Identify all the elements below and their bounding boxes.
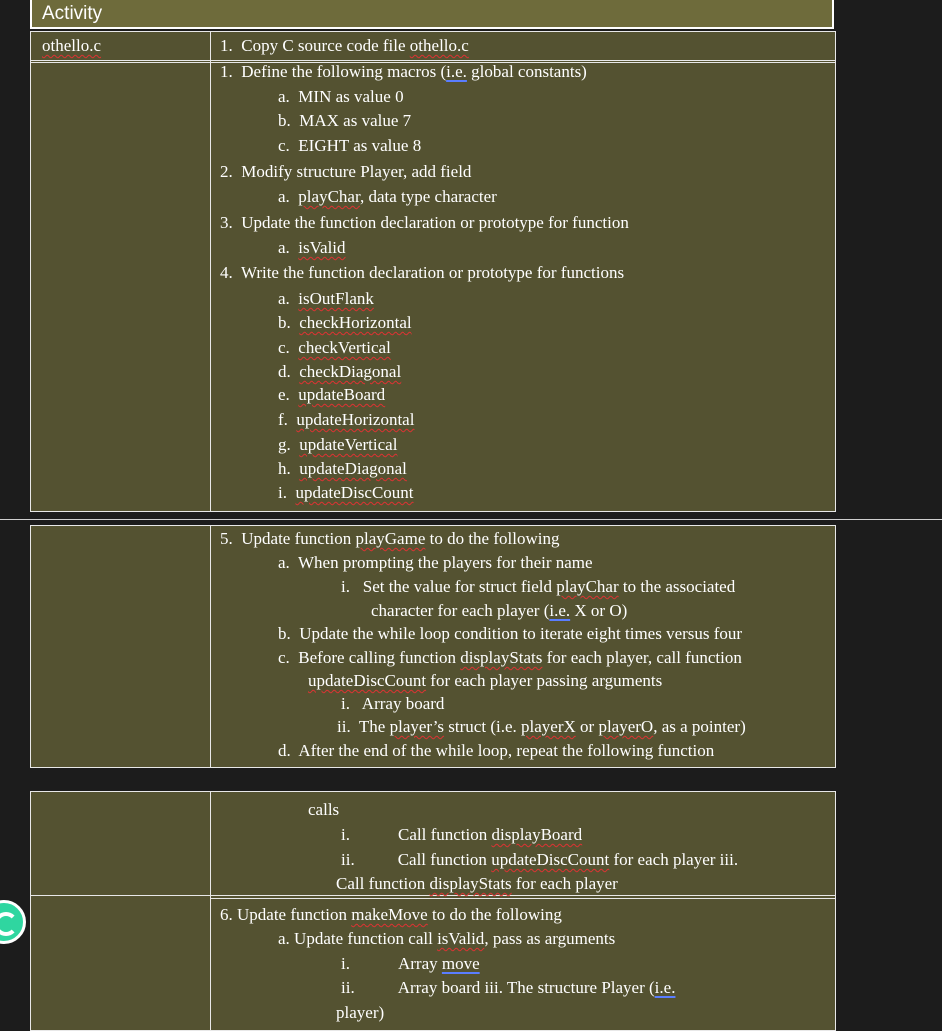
calls-label: calls (308, 800, 340, 819)
step-5b: b. Update the while loop condition to iterate eight times versus four (278, 624, 743, 643)
grammarly-icon[interactable] (0, 900, 26, 944)
list-item: 3. Update the function declaration or prototype for function (220, 213, 629, 232)
row-divider (210, 898, 835, 899)
activity-title: Activity (42, 3, 103, 24)
table-playgame (30, 525, 836, 768)
list-item: i. updateDiscCount (278, 483, 414, 502)
row-divider (31, 895, 835, 896)
list-item: f. updateHorizontal (278, 410, 415, 429)
file-label: othello.c (42, 36, 102, 55)
list-item: 1. Copy C source code file othello.c (220, 36, 469, 55)
list-item: b. checkHorizontal (278, 313, 412, 332)
arg-iii-cont: player) (336, 1003, 385, 1022)
arg-i: i. Array move (341, 954, 480, 973)
column-divider (210, 32, 211, 511)
call-iii: Call function displayStats for each player (336, 874, 618, 893)
step-5a: a. When prompting the players for their name (278, 553, 593, 572)
list-item: 2. Modify structure Player, add field (220, 162, 472, 181)
call-ii: ii. Call function updateDiscCount for each player iii. (341, 850, 739, 869)
step-5c-ii: ii. The player’s struct (i.e. playerX or playerO, as a pointer) (337, 717, 746, 736)
arg-ii: ii. Array board iii. The structure Player (i.e. (341, 978, 676, 997)
list-item: 4. Write the function declaration or prototype for functions (220, 263, 625, 282)
list-item: c. EIGHT as value 8 (278, 136, 422, 155)
list-item: e. updateBoard (278, 385, 386, 404)
list-item: a. isValid (278, 238, 346, 257)
step-5: 5. Update function playGame to do the following (220, 529, 560, 548)
step-5c: c. Before calling function displayStats for each player, call function (278, 648, 742, 667)
list-item: 1. Define the following macros (i.e. global constants) (220, 62, 587, 81)
column-divider (210, 526, 211, 767)
step-6: 6. Update function makeMove to do the following (220, 905, 562, 924)
step-6a: a. Update function call isValid, pass as arguments (278, 929, 616, 948)
list-item: a. isOutFlank (278, 289, 374, 308)
list-item: b. MAX as value 7 (278, 111, 412, 130)
table-othello (30, 31, 836, 512)
call-i: i. Call function displayBoard (341, 825, 583, 844)
list-item: a. MIN as value 0 (278, 87, 404, 106)
list-item: a. playChar, data type character (278, 187, 497, 206)
table-calls (30, 791, 836, 1031)
step-5c-cont: updateDiscCount for each player passing arguments (308, 671, 663, 690)
list-item: h. updateDiagonal (278, 459, 407, 478)
step-5d: d. After the end of the while loop, repeat the following function (278, 741, 715, 760)
list-item: g. updateVertical (278, 435, 398, 454)
step-5c-i: i. Array board (341, 694, 445, 713)
list-item: c. checkVertical (278, 338, 391, 357)
row-divider (31, 60, 835, 61)
activity-header (30, 0, 834, 29)
step-5a-i: i. Set the value for struct field playChar to the associated (341, 577, 736, 596)
column-divider (210, 792, 211, 1030)
section-separator (0, 519, 942, 520)
list-item: d. checkDiagonal (278, 362, 402, 381)
step-5a-i-cont: character for each player (i.e. X or O) (371, 601, 628, 620)
